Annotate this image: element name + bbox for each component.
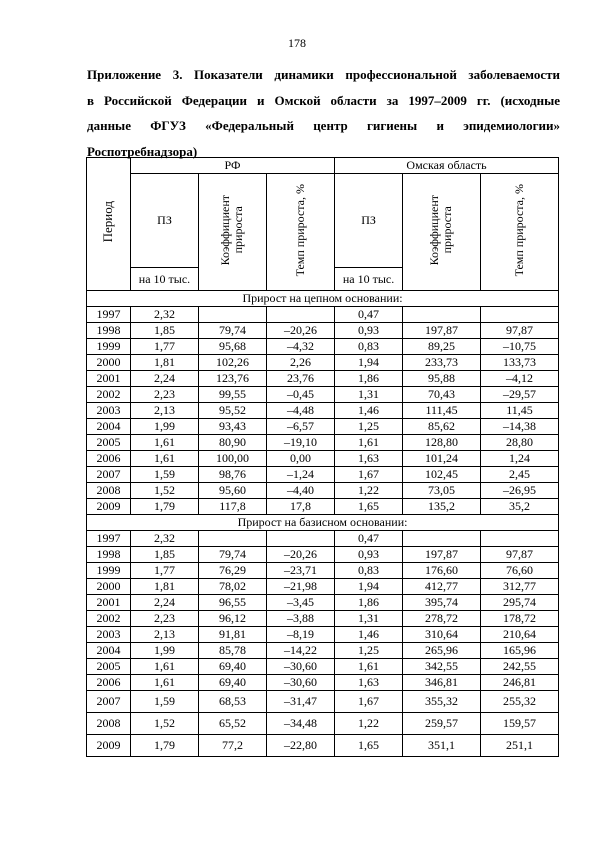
- period-header: Период: [100, 201, 116, 243]
- chain-omsk-rate-cell: –14,38: [481, 419, 559, 435]
- chain-omsk-rate-cell: 133,73: [481, 355, 559, 371]
- rf-rate-header: [267, 174, 335, 291]
- table-row: [87, 675, 559, 691]
- table-row: [87, 499, 559, 515]
- base-rf-pz-cell: 1,59: [131, 691, 199, 713]
- chain-omsk-pz-cell: 0,93: [335, 323, 403, 339]
- base-rf-coef-cell: 91,81: [199, 627, 267, 643]
- chain-rf-coef-cell: 100,00: [199, 451, 267, 467]
- base-year-cell: 2006: [87, 675, 131, 691]
- chain-rf-rate-cell: 0,00: [267, 451, 335, 467]
- omsk-pz-header: ПЗ: [335, 174, 403, 268]
- table-row: [87, 531, 559, 547]
- base-omsk-coef-cell: 342,55: [403, 659, 481, 675]
- base-omsk-coef-cell: 351,1: [403, 735, 481, 757]
- chain-omsk-rate-cell: [481, 307, 559, 323]
- base-omsk-coef-cell: 395,74: [403, 595, 481, 611]
- base-omsk-pz-cell: 1,94: [335, 579, 403, 595]
- chain-year-cell: 2001: [87, 371, 131, 387]
- chain-year-cell: 2003: [87, 403, 131, 419]
- table-row: [87, 595, 559, 611]
- table-row: [87, 307, 559, 323]
- base-rf-coef-cell: 69,40: [199, 675, 267, 691]
- chain-omsk-coef-cell: 197,87: [403, 323, 481, 339]
- chain-omsk-rate-cell: –10,75: [481, 339, 559, 355]
- chain-rf-rate-cell: –4,32: [267, 339, 335, 355]
- chain-omsk-coef-cell: 73,05: [403, 483, 481, 499]
- chain-omsk-rate-cell: 35,2: [481, 499, 559, 515]
- chain-omsk-pz-cell: 1,61: [335, 435, 403, 451]
- chain-rf-rate-cell: 2,26: [267, 355, 335, 371]
- base-rf-pz-cell: 1,61: [131, 675, 199, 691]
- chain-rf-pz-cell: 1,81: [131, 355, 199, 371]
- base-omsk-pz-cell: 1,31: [335, 611, 403, 627]
- base-year-cell: 2000: [87, 579, 131, 595]
- base-rf-rate-cell: –31,47: [267, 691, 335, 713]
- table-row: [87, 403, 559, 419]
- chain-rf-coef-cell: 99,55: [199, 387, 267, 403]
- omsk-coef-header: [403, 174, 481, 291]
- base-omsk-coef-cell: 310,64: [403, 627, 481, 643]
- chain-rf-rate-cell: [267, 307, 335, 323]
- table-row: [87, 579, 559, 595]
- chain-omsk-rate-cell: 11,45: [481, 403, 559, 419]
- base-year-cell: 2001: [87, 595, 131, 611]
- chain-rf-pz-cell: 2,23: [131, 387, 199, 403]
- base-omsk-rate-cell: 246,81: [481, 675, 559, 691]
- chain-omsk-pz-cell: 1,67: [335, 467, 403, 483]
- chain-year-cell: 2007: [87, 467, 131, 483]
- base-rf-coef-cell: [199, 531, 267, 547]
- chain-omsk-rate-cell: –29,57: [481, 387, 559, 403]
- base-rf-pz-cell: 2,32: [131, 531, 199, 547]
- chain-omsk-coef-cell: 102,45: [403, 467, 481, 483]
- base-rf-rate-cell: –22,80: [267, 735, 335, 757]
- caption-line-1: Приложение 3. Показатели динамики профессиональной заболеваемости: [87, 67, 560, 82]
- table-row: [87, 611, 559, 627]
- base-rf-coef-cell: 79,74: [199, 547, 267, 563]
- chain-year-cell: 2004: [87, 419, 131, 435]
- table-row: [87, 547, 559, 563]
- chain-omsk-pz-cell: 1,25: [335, 419, 403, 435]
- base-rf-rate-cell: –21,98: [267, 579, 335, 595]
- chain-year-cell: 2008: [87, 483, 131, 499]
- base-rf-pz-cell: 2,13: [131, 627, 199, 643]
- chain-omsk-coef-cell: 135,2: [403, 499, 481, 515]
- chain-rf-rate-cell: 23,76: [267, 371, 335, 387]
- chain-rf-coef-cell: [199, 307, 267, 323]
- chain-omsk-pz-cell: 1,94: [335, 355, 403, 371]
- base-omsk-pz-cell: 0,47: [335, 531, 403, 547]
- base-rf-pz-cell: 1,99: [131, 643, 199, 659]
- chain-rf-rate-cell: –20,26: [267, 323, 335, 339]
- chain-rf-coef-cell: 117,8: [199, 499, 267, 515]
- chain-rf-pz-cell: 2,24: [131, 371, 199, 387]
- base-section-header: Прирост на базисном основании:: [87, 515, 559, 531]
- base-rf-pz-cell: 1,77: [131, 563, 199, 579]
- chain-rf-rate-cell: –6,57: [267, 419, 335, 435]
- base-year-cell: 2004: [87, 643, 131, 659]
- chain-year-cell: 1998: [87, 323, 131, 339]
- base-omsk-rate-cell: 295,74: [481, 595, 559, 611]
- table-row: [87, 467, 559, 483]
- table-row: [87, 691, 559, 713]
- base-rf-coef-cell: 96,12: [199, 611, 267, 627]
- chain-omsk-coef-cell: 101,24: [403, 451, 481, 467]
- omsk-header: Омская область: [335, 158, 559, 174]
- chain-omsk-coef-cell: 89,25: [403, 339, 481, 355]
- page-number: 178: [288, 36, 306, 50]
- base-omsk-rate-cell: [481, 531, 559, 547]
- chain-year-cell: 2005: [87, 435, 131, 451]
- chain-rf-rate-cell: –4,40: [267, 483, 335, 499]
- table-row: [87, 387, 559, 403]
- base-rf-pz-cell: 1,85: [131, 547, 199, 563]
- base-rf-pz-cell: 2,23: [131, 611, 199, 627]
- omsk-coef-line-1: Коэффициент: [427, 194, 442, 266]
- base-rf-coef-cell: 68,53: [199, 691, 267, 713]
- table-row: [87, 435, 559, 451]
- base-omsk-pz-cell: 1,63: [335, 675, 403, 691]
- chain-rf-coef-cell: 79,74: [199, 323, 267, 339]
- chain-rf-pz-cell: 1,61: [131, 435, 199, 451]
- base-omsk-pz-cell: 0,93: [335, 547, 403, 563]
- chain-omsk-coef-cell: 70,43: [403, 387, 481, 403]
- chain-rf-pz-cell: 1,85: [131, 323, 199, 339]
- base-year-cell: 1999: [87, 563, 131, 579]
- base-rf-rate-cell: –30,60: [267, 675, 335, 691]
- table-row: [87, 371, 559, 387]
- chain-omsk-pz-cell: 1,46: [335, 403, 403, 419]
- base-omsk-pz-cell: 1,46: [335, 627, 403, 643]
- chain-omsk-rate-cell: –4,12: [481, 371, 559, 387]
- chain-rf-coef-cell: 95,60: [199, 483, 267, 499]
- chain-section-header: Прирост на цепном основании:: [87, 291, 559, 307]
- chain-rf-pz-cell: 1,99: [131, 419, 199, 435]
- table-row: [87, 713, 559, 735]
- base-year-cell: 2002: [87, 611, 131, 627]
- omsk-coef-line-2: прироста: [440, 206, 455, 254]
- chain-omsk-pz-cell: 1,86: [335, 371, 403, 387]
- chain-rf-coef-cell: 123,76: [199, 371, 267, 387]
- base-rf-pz-cell: 2,24: [131, 595, 199, 611]
- base-omsk-coef-cell: 355,32: [403, 691, 481, 713]
- chain-rf-pz-cell: 2,32: [131, 307, 199, 323]
- chain-year-cell: 2009: [87, 499, 131, 515]
- chain-rf-pz-cell: 1,52: [131, 483, 199, 499]
- base-year-cell: 2008: [87, 713, 131, 735]
- chain-omsk-coef-cell: 85,62: [403, 419, 481, 435]
- chain-rf-rate-cell: 17,8: [267, 499, 335, 515]
- rf-coef-line-2: прироста: [231, 206, 246, 254]
- base-rf-coef-cell: 76,29: [199, 563, 267, 579]
- rf-per-unit: на 10 тыс.: [131, 268, 199, 291]
- base-rf-coef-cell: 69,40: [199, 659, 267, 675]
- chain-omsk-rate-cell: –26,95: [481, 483, 559, 499]
- chain-rf-coef-cell: 93,43: [199, 419, 267, 435]
- table-row: [87, 735, 559, 757]
- omsk-rate-label: Темп прироста, %: [511, 183, 526, 277]
- chain-year-cell: 2002: [87, 387, 131, 403]
- base-omsk-pz-cell: 0,83: [335, 563, 403, 579]
- chain-omsk-pz-cell: 0,83: [335, 339, 403, 355]
- caption-line-3: данные ФГУЗ «Федеральный центр гигиены и эпидемиологии»: [87, 118, 560, 133]
- base-rf-coef-cell: 85,78: [199, 643, 267, 659]
- chain-omsk-rate-cell: 1,24: [481, 451, 559, 467]
- morbidity-table: [86, 157, 559, 757]
- table-row: [87, 451, 559, 467]
- chain-rf-pz-cell: 1,61: [131, 451, 199, 467]
- chain-rf-rate-cell: –4,48: [267, 403, 335, 419]
- chain-rf-coef-cell: 98,76: [199, 467, 267, 483]
- rf-header: РФ: [131, 158, 335, 174]
- chain-rf-pz-cell: 1,77: [131, 339, 199, 355]
- base-omsk-coef-cell: 259,57: [403, 713, 481, 735]
- table-row: [87, 659, 559, 675]
- chain-omsk-coef-cell: [403, 307, 481, 323]
- base-rf-rate-cell: –14,22: [267, 643, 335, 659]
- chain-year-cell: 2006: [87, 451, 131, 467]
- table-body: [87, 291, 559, 757]
- omsk-rate-header: [481, 174, 559, 291]
- base-rf-coef-cell: 77,2: [199, 735, 267, 757]
- base-omsk-pz-cell: 1,65: [335, 735, 403, 757]
- chain-rf-pz-cell: 2,13: [131, 403, 199, 419]
- base-omsk-coef-cell: 265,96: [403, 643, 481, 659]
- chain-omsk-rate-cell: 2,45: [481, 467, 559, 483]
- base-rf-pz-cell: 1,81: [131, 579, 199, 595]
- rf-coef-header: [199, 174, 267, 291]
- period-header-cell: [87, 158, 131, 291]
- chain-rf-coef-cell: 95,52: [199, 403, 267, 419]
- rf-pz-header: ПЗ: [131, 174, 199, 268]
- base-omsk-coef-cell: [403, 531, 481, 547]
- base-rf-pz-cell: 1,79: [131, 735, 199, 757]
- chain-omsk-rate-cell: 28,80: [481, 435, 559, 451]
- base-rf-rate-cell: [267, 531, 335, 547]
- chain-omsk-pz-cell: 1,22: [335, 483, 403, 499]
- rf-coef-line-1: Коэффициент: [218, 194, 233, 266]
- base-rf-rate-cell: –23,71: [267, 563, 335, 579]
- chain-omsk-pz-cell: 1,31: [335, 387, 403, 403]
- chain-rf-rate-cell: –19,10: [267, 435, 335, 451]
- base-year-cell: 1997: [87, 531, 131, 547]
- chain-year-cell: 1999: [87, 339, 131, 355]
- chain-year-cell: 2000: [87, 355, 131, 371]
- base-rf-rate-cell: –34,48: [267, 713, 335, 735]
- chain-rf-rate-cell: –0,45: [267, 387, 335, 403]
- base-omsk-rate-cell: 242,55: [481, 659, 559, 675]
- chain-rf-pz-cell: 1,79: [131, 499, 199, 515]
- rf-rate-label: Темп прироста, %: [292, 183, 307, 277]
- base-rf-rate-cell: –20,26: [267, 547, 335, 563]
- base-rf-pz-cell: 1,61: [131, 659, 199, 675]
- base-omsk-coef-cell: 412,77: [403, 579, 481, 595]
- base-rf-rate-cell: –30,60: [267, 659, 335, 675]
- table-row: [87, 643, 559, 659]
- base-omsk-pz-cell: 1,61: [335, 659, 403, 675]
- base-omsk-rate-cell: 76,60: [481, 563, 559, 579]
- base-rf-rate-cell: –8,19: [267, 627, 335, 643]
- base-omsk-rate-cell: 210,64: [481, 627, 559, 643]
- caption-line-2: в Российской Федерации и Омской области за 1997–2009 гг. (исходные: [87, 92, 560, 108]
- caption-line-4: Роспотребнадзора): [87, 143, 198, 159]
- base-omsk-rate-cell: 178,72: [481, 611, 559, 627]
- base-omsk-pz-cell: 1,25: [335, 643, 403, 659]
- chain-year-cell: 1997: [87, 307, 131, 323]
- omsk-per-unit: на 10 тыс.: [335, 268, 403, 291]
- chain-omsk-coef-cell: 111,45: [403, 403, 481, 419]
- table-row: [87, 339, 559, 355]
- base-rf-coef-cell: 78,02: [199, 579, 267, 595]
- base-year-cell: 2007: [87, 691, 131, 713]
- chain-omsk-coef-cell: 95,88: [403, 371, 481, 387]
- base-rf-coef-cell: 65,52: [199, 713, 267, 735]
- chain-rf-coef-cell: 95,68: [199, 339, 267, 355]
- base-year-cell: 2005: [87, 659, 131, 675]
- chain-omsk-rate-cell: 97,87: [481, 323, 559, 339]
- base-omsk-rate-cell: 159,57: [481, 713, 559, 735]
- base-omsk-pz-cell: 1,67: [335, 691, 403, 713]
- table-row: [87, 627, 559, 643]
- base-omsk-rate-cell: 97,87: [481, 547, 559, 563]
- base-omsk-rate-cell: 251,1: [481, 735, 559, 757]
- base-omsk-coef-cell: 278,72: [403, 611, 481, 627]
- chain-rf-rate-cell: –1,24: [267, 467, 335, 483]
- chain-omsk-coef-cell: 233,73: [403, 355, 481, 371]
- base-omsk-rate-cell: 312,77: [481, 579, 559, 595]
- base-rf-rate-cell: –3,88: [267, 611, 335, 627]
- chain-omsk-pz-cell: 0,47: [335, 307, 403, 323]
- chain-omsk-coef-cell: 128,80: [403, 435, 481, 451]
- table-row: [87, 323, 559, 339]
- chain-rf-coef-cell: 80,90: [199, 435, 267, 451]
- table-caption: [87, 62, 560, 164]
- chain-omsk-pz-cell: 1,63: [335, 451, 403, 467]
- base-omsk-rate-cell: 165,96: [481, 643, 559, 659]
- table-row: [87, 419, 559, 435]
- table-row: [87, 355, 559, 371]
- chain-omsk-pz-cell: 1,65: [335, 499, 403, 515]
- table-row: [87, 483, 559, 499]
- base-rf-rate-cell: –3,45: [267, 595, 335, 611]
- base-omsk-coef-cell: 176,60: [403, 563, 481, 579]
- base-rf-pz-cell: 1,52: [131, 713, 199, 735]
- base-omsk-pz-cell: 1,22: [335, 713, 403, 735]
- base-omsk-coef-cell: 346,81: [403, 675, 481, 691]
- chain-rf-pz-cell: 1,59: [131, 467, 199, 483]
- table-row: [87, 563, 559, 579]
- base-omsk-coef-cell: 197,87: [403, 547, 481, 563]
- base-year-cell: 2003: [87, 627, 131, 643]
- base-year-cell: 1998: [87, 547, 131, 563]
- base-year-cell: 2009: [87, 735, 131, 757]
- chain-rf-coef-cell: 102,26: [199, 355, 267, 371]
- base-rf-coef-cell: 96,55: [199, 595, 267, 611]
- base-omsk-pz-cell: 1,86: [335, 595, 403, 611]
- base-omsk-rate-cell: 255,32: [481, 691, 559, 713]
